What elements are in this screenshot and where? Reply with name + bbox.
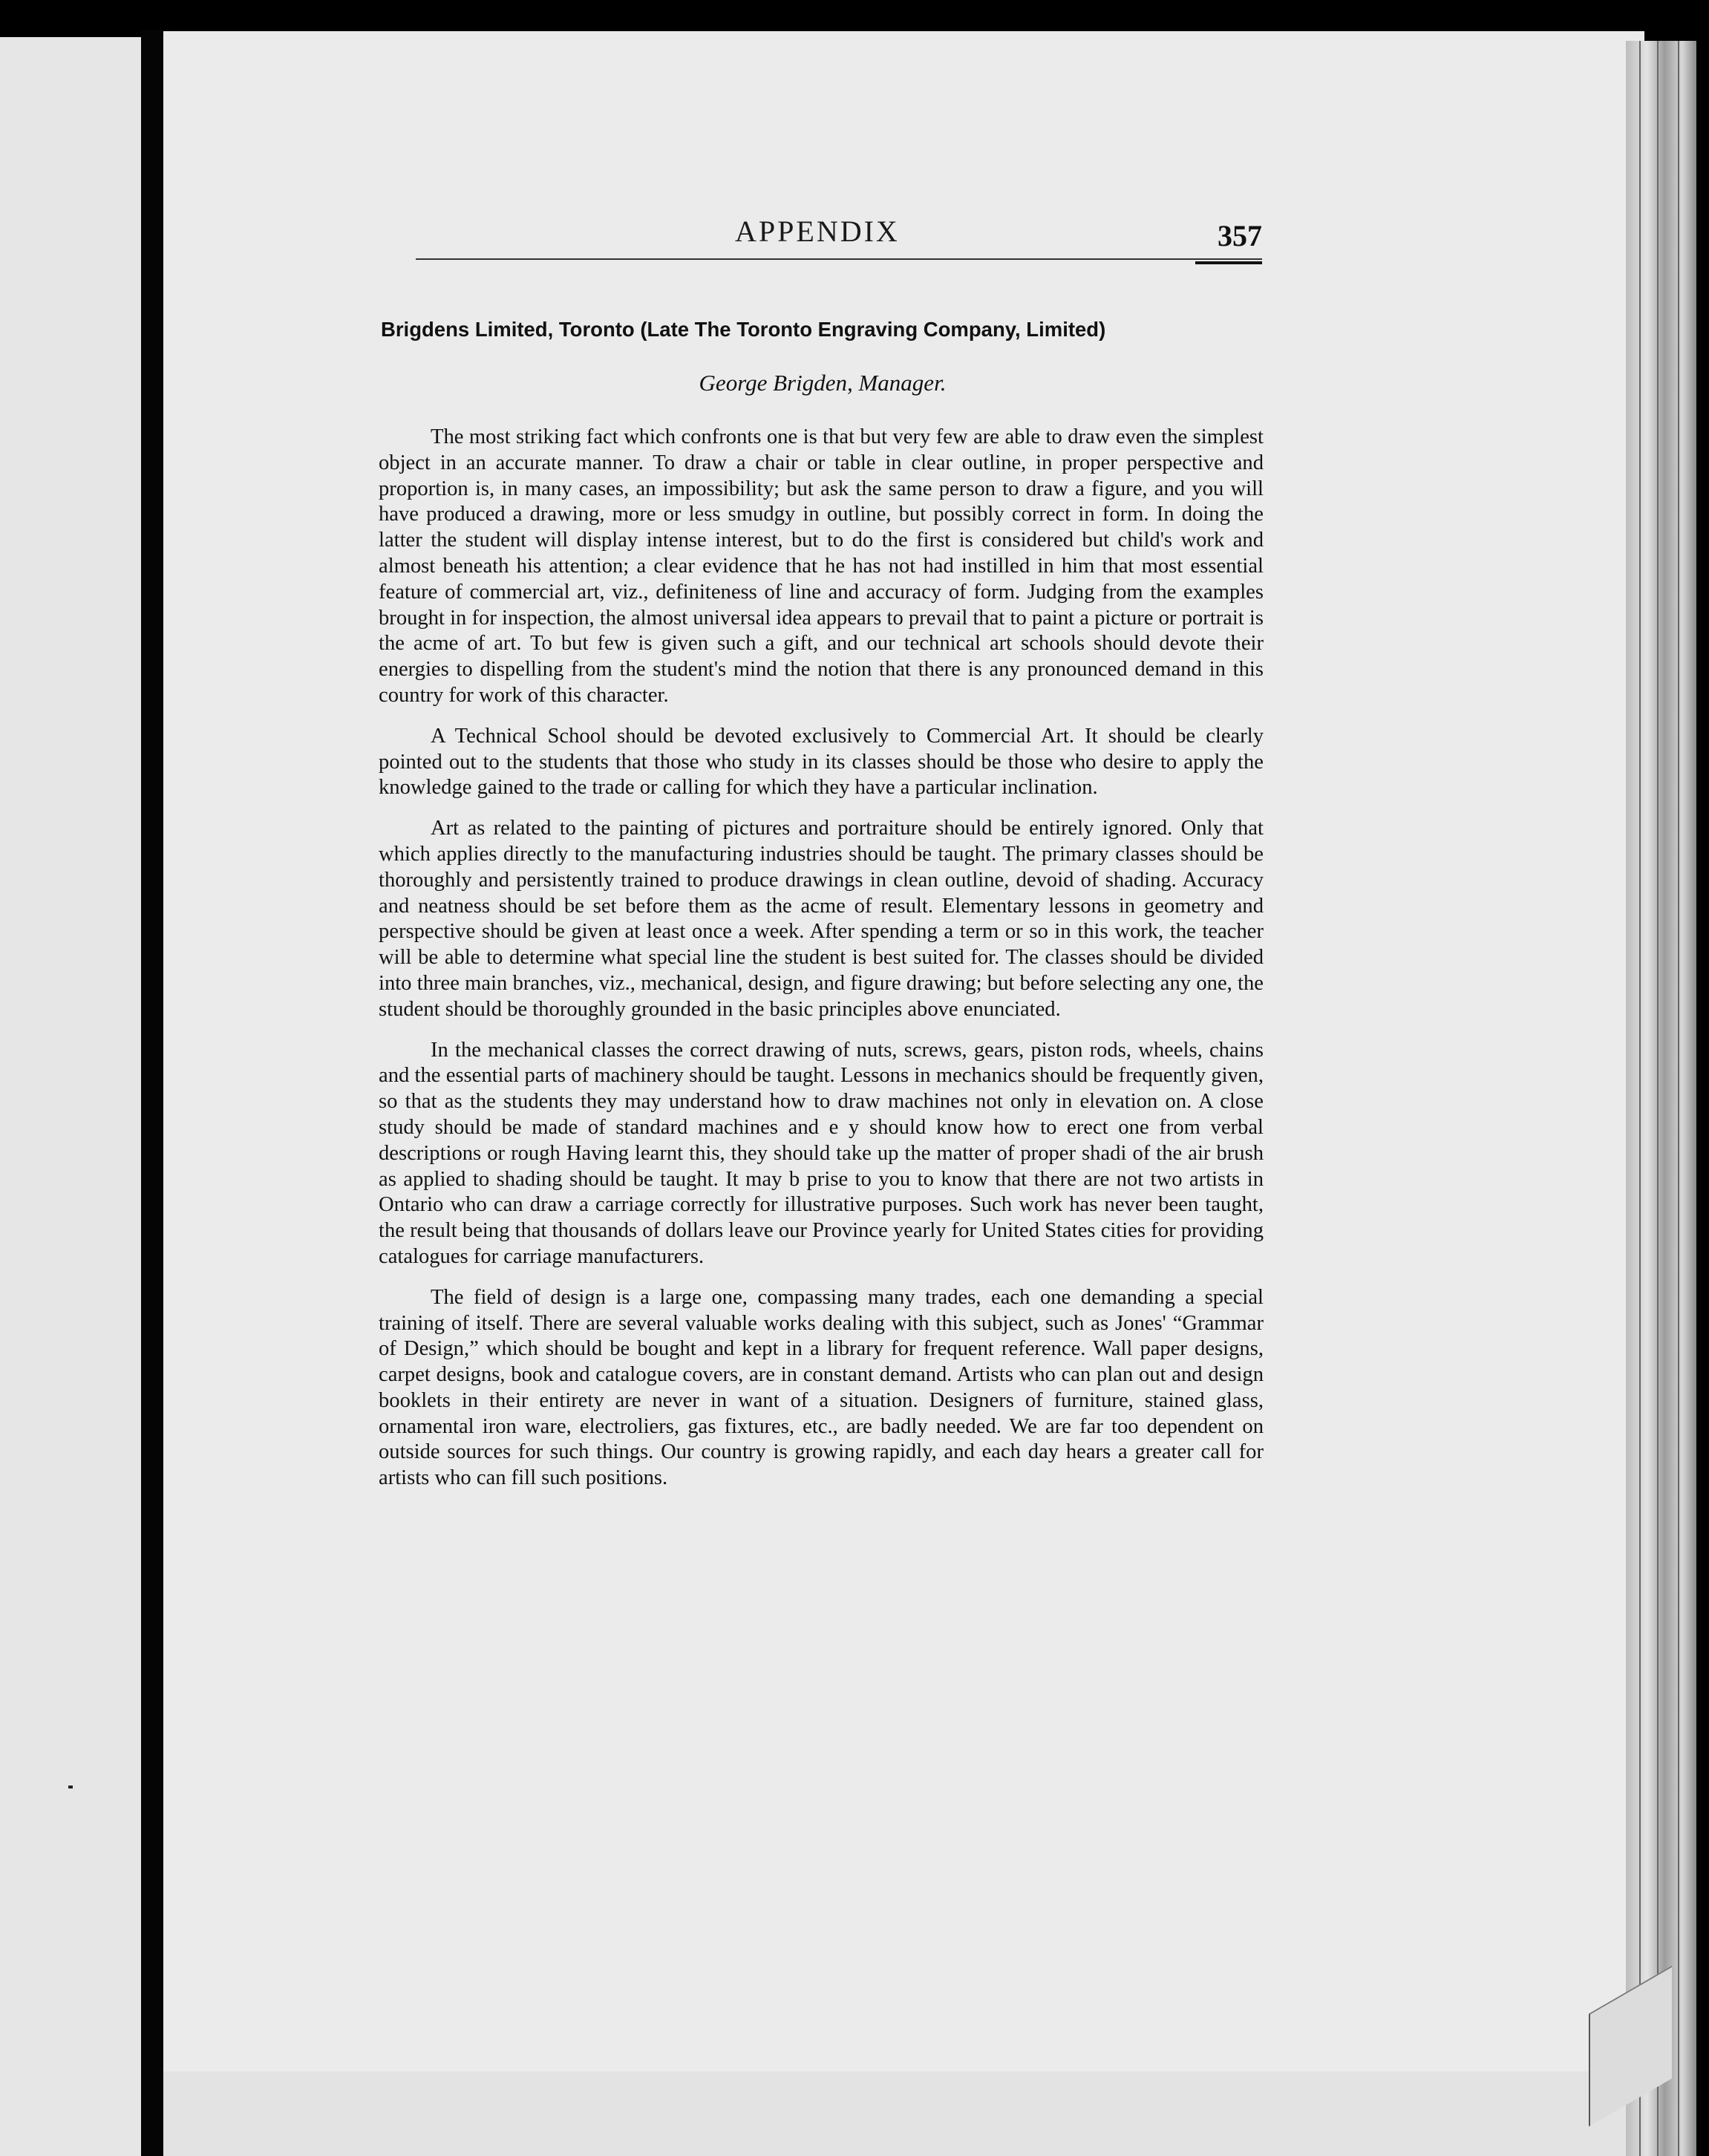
section-subheading: George Brigden, Manager. — [699, 370, 947, 396]
running-title: APPENDIX — [735, 215, 900, 248]
paragraph: In the mechanical classes the correct drawing of nuts, screws, gears, piston rods, wheels, chains and the essential parts of machinery should be taught. Lessons in mechanics should be frequently given, so that as the students they may understand how to draw machines not only in elevation on. A close study should be made of standard machines and e y should know how to erect one from verbal descriptions or rough Having learnt this, they should take up the matter of proper shadi of the air brush as applied to shading should be taught. It may b prise to you to know that there are not two artists in Ontario who can draw a carriage correctly for illustrative purposes. Such work has never been taught, the result being that thousands of dollars leave our Province yearly for United States cities for providing catalogues for carriage manufacturers. — [379, 1038, 1264, 1268]
paragraph: Art as related to the painting of pictures and portraiture should be entirely ignored. Only that which applies directly to the manufacturing industries should be taught. The primary classes should be thoroughly and persistently trained to produce drawings in clean outline, devoid of shading. Accuracy and neatness should be set before them as the acme of result. Elementary lessons in geometry and perspective should be given at least once a week. After spending a term or so in this work, the teacher will be able to determine what special line the student is best suited for. The classes should be divided into three main branches, viz., mechanical, design, and figure drawing; but before selecting any one, the student should be thoroughly grounded in the basic principles above enunciated. — [379, 817, 1264, 1021]
page-number: 357 — [1218, 219, 1262, 252]
section-heading: Brigdens Limited, Toronto (Late The Toronto Engraving Company, Limited) — [381, 318, 1106, 341]
body-text — [379, 425, 1264, 1506]
paragraph: The field of design is a large one, compassing many trades, each one demanding a special training of itself. There are several valuable works dealing with this subject, such as Jones' “Grammar of Design,” which should be bought and kept in a library for frequent reference. Wall paper designs, carpet designs, book and catalogue covers, are in constant demand. Artists who can plan out and design booklets in their entirety are never in want of a situation. Designers of furniture, stained glass, ornamental iron ware, electroliers, gas fixtures, etc., are badly needed. We are far too dependent on outside sources for such things. Our country is growing rapidly, and each day hears a greater call for artists who can fill such positions. — [379, 1285, 1264, 1490]
page-stack-edge — [1626, 41, 1696, 2156]
page-bottom-margin — [163, 2071, 1644, 2156]
page-number-rule — [1195, 261, 1262, 264]
running-header — [416, 214, 1262, 273]
facing-page-edge — [0, 37, 141, 2156]
paragraph: The most striking fact which confronts one is that but very few are able to draw even the simplest object in an accurate manner. To draw a chair or table in clear outline, in proper perspective and proportion is, in many cases, an impossibility; but ask the same person to draw a figure, and you will have produced a drawing, more or less smudgy in outline, but possibly correct in form. In doing the latter the student will display intense interest, but to do the first is considered but child's work and almost beneath his attention; a clear evidence that he has not had instilled in him that most essential feature of commercial art, viz., definiteness of line and accuracy of form. Judging from the examples brought in for inspection, the almost universal idea appears to prevail that to paint a picture or portrait is the acme of art. To but few is given such a gift, and our technical art schools should devote their energies to dispelling from the student's mind the notion that there is any pronounced demand in this country for work of this character. — [379, 425, 1264, 707]
paragraph: A Technical School should be devoted exclusively to Commercial Art. It should be clearly pointed out to the students that those who study in its classes should be those who desire to apply the knowledge gained to the trade or calling for which they have a particular inclination. — [379, 724, 1264, 800]
header-rule — [416, 258, 1262, 260]
speck — [68, 1786, 73, 1788]
